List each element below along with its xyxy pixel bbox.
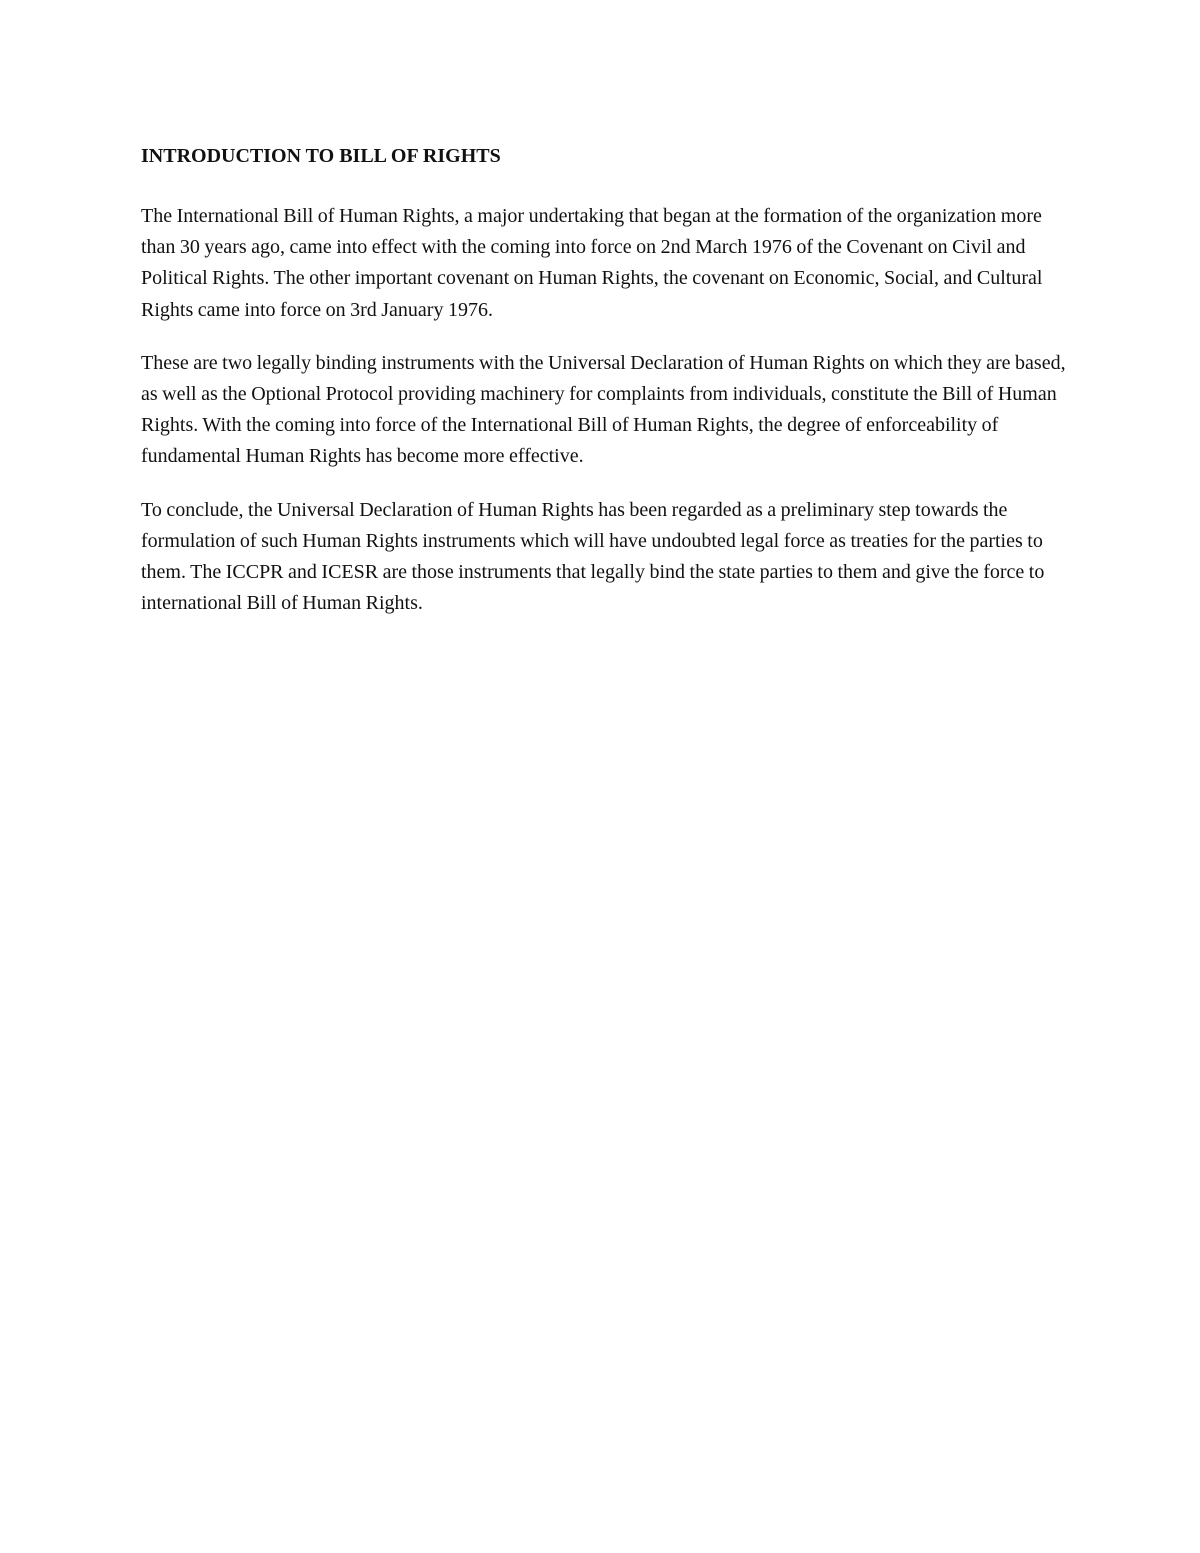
paragraph-instruments: These are two legally binding instruments with the Universal Declaration of Human Rights on which they are based, as well as the Optional Protocol providing machinery for complaints from individuals, constitute the Bill of Human Rights. With the coming into force of the International Bill of Human Rights, the degree of enforceability of fundamental Human Rights has become more effective. bbox=[141, 351, 1066, 468]
paragraph-conclusion: To conclude, the Universal Declaration of Human Rights has been regarded as a preliminary step towards the formulation of such Human Rights instruments which will have undoubted legal force as treaties for the parties to them. The ICCPR and ICESR are those instruments that legally bind the state parties to them and give the force to international Bill of Human Rights. bbox=[141, 498, 1045, 615]
document-body bbox=[141, 138, 1066, 641]
document-title: INTRODUCTION TO BILL OF RIGHTS bbox=[141, 145, 501, 167]
paragraph-intro: The International Bill of Human Rights, a major undertaking that began at the formation of the organization more than 30 years ago, came into effect with the coming into force on 2nd March 1976 of the Covenant on Civil and Political Rights. The other important covenant on Human Rights, the covenant on Economic, Social, and Cultural Rights came into force on 3rd January 1976. bbox=[141, 205, 1043, 321]
